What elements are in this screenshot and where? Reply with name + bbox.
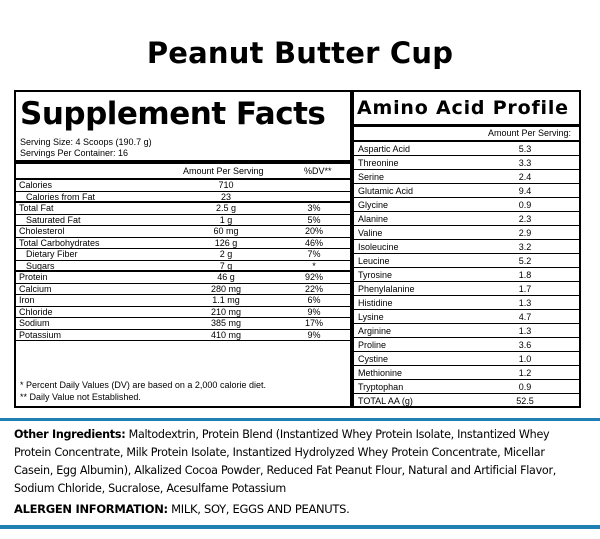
nutrient-amount: 2.5 g <box>215 203 237 213</box>
amount-column-label: Amount Per Serving <box>183 166 264 176</box>
amino-acid-name: TOTAL AA (g) <box>358 396 413 406</box>
nutrient-dv: 9% <box>307 329 321 340</box>
nutrient-name: Total Fat <box>19 203 54 213</box>
nutrient-name: Iron <box>19 295 35 305</box>
nutrient-name: Sodium <box>19 318 50 328</box>
facts-row <box>16 215 350 227</box>
nutrient-dv: 20% <box>304 226 323 236</box>
amino-acid-row <box>354 240 580 254</box>
amino-acid-value: 0.9 <box>518 200 532 210</box>
facts-row <box>16 226 350 238</box>
amino-acid-name: Tryptophan <box>358 382 404 392</box>
amino-acid-row <box>354 324 580 338</box>
allergen-label: ALERGEN INFORMATION: <box>14 502 168 516</box>
nutrient-amount: 1 g <box>219 214 233 225</box>
nutrient-dv: 9% <box>307 306 321 317</box>
amino-acid-value: 1.0 <box>518 354 532 364</box>
nutrient-name: Cholesterol <box>19 226 65 236</box>
dv-footnote: * Percent Daily Values (DV) are based on a 2,000 calorie diet. <box>20 380 266 390</box>
amino-acid-value: 2.4 <box>518 172 532 182</box>
amino-acid-value: 1.3 <box>518 298 532 308</box>
amino-acid-value: 1.3 <box>518 326 532 336</box>
supplement-facts-heading: Supplement Facts <box>20 96 326 132</box>
amino-acid-value: 2.3 <box>518 214 532 224</box>
nutrient-name: Saturated Fat <box>26 214 81 225</box>
nutrient-amount: 385 mg <box>210 318 242 328</box>
amino-acid-name: Lysine <box>358 312 384 322</box>
facts-row <box>16 192 350 204</box>
amino-acid-row <box>354 282 580 296</box>
facts-row <box>16 330 350 342</box>
facts-table <box>16 180 350 341</box>
nutrient-name: Potassium <box>19 329 62 340</box>
facts-thick-rule <box>16 160 350 164</box>
amino-acid-value: 3.2 <box>518 242 532 252</box>
nutrient-name: Total Carbohydrates <box>19 237 100 248</box>
nutrient-amount: 410 mg <box>210 329 242 340</box>
amino-acid-row <box>354 254 580 268</box>
amino-acid-value: 4.7 <box>518 312 532 322</box>
amino-acid-name: Glycine <box>358 200 389 210</box>
amino-acid-value: 9.4 <box>518 186 532 196</box>
facts-row <box>16 272 350 284</box>
amino-acid-name: Cystine <box>358 354 389 364</box>
amino-thick-rule <box>354 124 580 127</box>
nutrient-amount: 280 mg <box>210 283 242 294</box>
allergen-information <box>14 501 350 517</box>
nutrient-name: Chloride <box>19 306 53 317</box>
amino-acid-row <box>354 184 580 198</box>
amino-acid-name: Histidine <box>358 298 393 308</box>
amino-per-serving-label: Amount Per Serving: <box>487 128 571 138</box>
amino-acid-row <box>354 296 580 310</box>
nutrient-name: Calories from Fat <box>26 191 96 202</box>
amino-acid-row <box>354 142 580 156</box>
facts-row <box>16 284 350 296</box>
amino-acid-row <box>354 380 580 394</box>
nutrient-amount: 2 g <box>219 249 233 259</box>
allergen-text: MILK, SOY, EGGS AND PEANUTS. <box>167 502 350 516</box>
accent-rule-bottom <box>0 525 600 529</box>
dv-column-label: %DV** <box>304 166 332 176</box>
amino-acid-name: Phenylalanine <box>358 284 415 294</box>
nutrient-dv: 3% <box>307 203 321 213</box>
amino-acid-name: Isoleucine <box>358 242 399 252</box>
facts-row <box>16 238 350 250</box>
amino-acid-value: 1.8 <box>518 270 532 280</box>
amino-acid-name: Proline <box>358 340 387 350</box>
amino-acid-name: Aspartic Acid <box>358 144 411 154</box>
amino-acid-name: Arginine <box>358 326 392 336</box>
amino-acid-row <box>354 198 580 212</box>
amino-acid-name: Glutamic Acid <box>358 186 414 196</box>
amino-acid-name: Methionine <box>358 368 403 378</box>
ingredients-text: Maltodextrin, Protein Blend (Instantized Whey Protein Isolate, Instantized Whey Protein Concentrate, Milk Protein Isolate, Instantized Hydrolyzed Whey Protein Concentrate, Micellar Casein, Egg Albumin), Alkalized Cocoa Powder, Reduced Fat Peanut Flour, Natural and Artificial Flavor, Sodium Chloride, Sucralose, Acesulfame Potassium <box>14 427 557 495</box>
nutrient-dv: 5% <box>307 214 321 225</box>
nutrient-amount: 210 mg <box>210 306 242 317</box>
nutrient-name: Protein <box>19 272 48 282</box>
amino-acid-value: 0.9 <box>518 382 532 392</box>
nutrient-dv: 7% <box>307 249 321 259</box>
facts-row <box>16 318 350 330</box>
amino-acid-value: 5.2 <box>518 256 532 266</box>
facts-column-header <box>16 165 350 177</box>
nutrient-dv: 46% <box>304 237 323 248</box>
amino-acid-row <box>354 268 580 282</box>
nutrient-amount: 46 g <box>217 272 235 282</box>
nutrient-dv: 22% <box>304 283 323 294</box>
nutrient-dv: 17% <box>304 318 323 328</box>
nutrient-dv: 92% <box>304 272 323 282</box>
nutrient-amount: 710 <box>218 180 234 190</box>
amino-acid-value: 2.9 <box>518 228 532 238</box>
not-established-footnote: ** Daily Value not Established. <box>20 392 141 402</box>
amino-acid-name: Threonine <box>358 158 399 168</box>
nutrient-name: Calories <box>19 180 53 190</box>
servings-per-container: Servings Per Container: 16 <box>20 148 129 158</box>
nutrient-name: Sugars <box>26 260 55 271</box>
nutrient-name: Dietary Fiber <box>26 249 78 259</box>
amino-acid-row <box>354 310 580 324</box>
amino-acid-row <box>354 366 580 380</box>
amino-acid-name: Leucine <box>358 256 390 266</box>
amino-acid-heading: Amino Acid Profile <box>357 97 569 119</box>
nutrient-dv: * <box>312 260 316 271</box>
facts-row <box>16 295 350 307</box>
amino-acid-value: 52.5 <box>516 396 534 406</box>
nutrient-name: Calcium <box>19 283 52 294</box>
facts-row <box>16 249 350 261</box>
accent-rule-top <box>0 418 600 421</box>
facts-row <box>16 307 350 319</box>
facts-row <box>16 203 350 215</box>
amino-acid-name: Tyrosine <box>358 270 393 280</box>
amino-acid-value: 1.2 <box>518 368 532 378</box>
serving-size: Serving Size: 4 Scoops (190.7 g) <box>20 137 152 147</box>
amino-acid-row <box>354 338 580 352</box>
amino-acid-table <box>354 142 580 408</box>
facts-row <box>16 180 350 192</box>
facts-row <box>16 261 350 273</box>
amino-acid-value: 5.3 <box>518 144 532 154</box>
amino-acid-row <box>354 226 580 240</box>
amino-acid-name: Valine <box>358 228 383 238</box>
other-ingredients <box>14 425 572 497</box>
amino-acid-value: 1.7 <box>518 284 532 294</box>
amino-acid-row <box>354 156 580 170</box>
nutrient-amount: 23 <box>220 191 231 202</box>
amino-acid-row <box>354 212 580 226</box>
ingredients-label: Other Ingredients: <box>14 427 126 441</box>
amino-acid-name: Serine <box>358 172 385 182</box>
amino-acid-row <box>354 170 580 184</box>
amino-acid-row <box>354 352 580 366</box>
nutrient-amount: 1.1 mg <box>212 295 240 305</box>
amino-acid-name: Alanine <box>358 214 389 224</box>
amino-acid-row <box>354 394 580 408</box>
nutrient-amount: 60 mg <box>213 226 239 236</box>
nutrient-dv: 6% <box>307 295 321 305</box>
product-title: Peanut Butter Cup <box>146 36 454 70</box>
nutrient-amount: 126 g <box>214 237 238 248</box>
nutrient-amount: 7 g <box>219 260 233 271</box>
amino-acid-value: 3.3 <box>518 158 532 168</box>
amino-acid-value: 3.6 <box>518 340 532 350</box>
